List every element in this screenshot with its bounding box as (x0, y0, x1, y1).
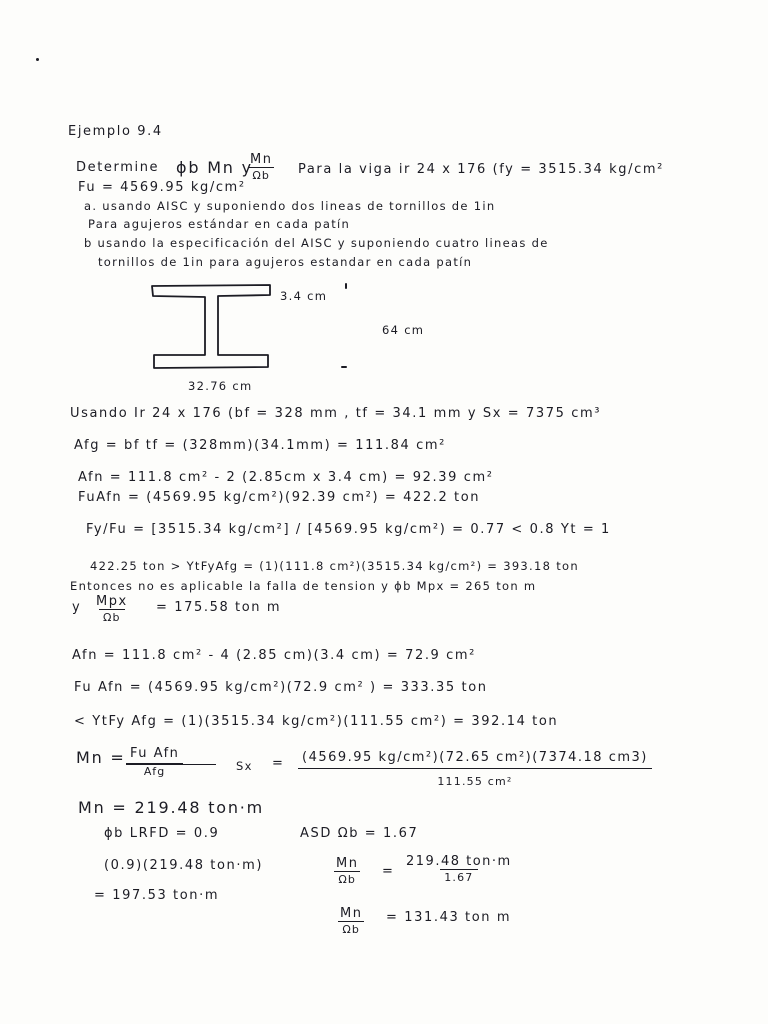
afn-four-lines: Afn = 111.8 cm² - 4 (2.85 cm)(3.4 cm) = 72.9 cm² (72, 648, 476, 663)
mn-lhs: Mn = (76, 748, 126, 767)
dimension-tick-bottom (341, 366, 347, 368)
fraction-denominator: Ωb (338, 921, 364, 936)
mn-equals: = (272, 756, 285, 771)
tension-comparison: 422.25 ton > YtFyAfg = (1)(111.8 cm²)(3515.34 kg/cm²) = 393.18 ton (90, 559, 579, 573)
statement-beam-spec: Para la viga ir 24 x 176 (fy = 3515.34 kg/cm² (298, 162, 664, 177)
mpx-over-omega (92, 594, 132, 624)
lrfd-calc: (0.9)(219.48 ton·m) (104, 858, 264, 873)
fraction-numerator: (4569.95 kg/cm²)(72.65 cm²)(7374.18 cm3) (298, 750, 652, 769)
statement-fu: Fu = 4569.95 kg/cm² (78, 180, 246, 195)
mn-result: Mn = 219.48 ton·m (78, 798, 265, 817)
fraction-denominator: Ωb (99, 609, 125, 624)
afg-calc: Afg = bf tf = (328mm)(34.1mm) = 111.84 cm² (74, 438, 446, 453)
statement-part-b-1: b usando la especificación del AISC y suponiendo cuatro lineas de (84, 236, 549, 250)
fuafn-over-afg (126, 746, 183, 778)
fraction-denominator: 1.67 (440, 869, 477, 884)
fraction-numerator: Mn (336, 856, 359, 871)
mpx-prefix: y (72, 600, 82, 615)
statement-part-a-2: Para agujeros estándar en cada patín (88, 217, 351, 231)
fraction-numerator: Fu Afn (126, 746, 183, 764)
fuafn-calc: FuAfn = (4569.95 kg/cm²)(92.39 cm²) = 422.2 ton (78, 490, 481, 505)
ytfy-afg-calc: < YtFy Afg = (1)(3515.34 kg/cm²)(111.55 cm²) = 392.14 ton (74, 714, 559, 729)
asd-final-mn-over-omega (336, 906, 366, 936)
afn-calc: Afn = 111.8 cm² - 2 (2.85cm x 3.4 cm) = 92.39 cm² (78, 470, 494, 485)
fuafn-four-lines: Fu Afn = (4569.95 kg/cm²)(72.9 cm² ) = 333.35 ton (74, 680, 488, 695)
fy-fu-ratio: Fy/Fu = [3515.34 kg/cm²] / [4569.95 kg/cm²) = 0.77 < 0.8 Yt = 1 (86, 522, 611, 537)
fraction-numerator: Mn (340, 906, 363, 921)
fraction-bar (126, 764, 216, 765)
i-beam-sketch (150, 282, 280, 372)
statement-phi-mn: ϕb Mn y (176, 158, 253, 177)
dim-width: 32.76 cm (188, 379, 253, 393)
statement-part-a-1: a. usando AISC y suponiendo dos lineas de tornillos de 1in (84, 199, 496, 213)
mpx-value: = 175.58 ton m (156, 600, 282, 615)
fraction-denominator: Ωb (334, 871, 360, 886)
fraction-numerator: Mpx (96, 594, 128, 609)
ink-dot (36, 58, 39, 61)
lrfd-result: = 197.53 ton·m (94, 888, 220, 903)
asd-factor: ASD Ωb = 1.67 (300, 826, 419, 841)
statement-determine: Determine (76, 160, 160, 175)
fraction-numerator: 219.48 ton·m (406, 854, 512, 869)
dimension-tick-top (345, 283, 347, 289)
statement-mn-over-omega (246, 152, 276, 182)
dim-depth: 64 cm (382, 323, 425, 337)
asd-final-value: = 131.43 ton m (386, 910, 512, 925)
asd-mn-over-omega (332, 856, 362, 886)
asd-calc-fraction (402, 854, 516, 884)
mn-numeric-fraction (298, 750, 652, 788)
section-properties: Usando Ir 24 x 176 (bf = 328 mm , tf = 34.1 mm y Sx = 7375 cm³ (70, 406, 602, 421)
fraction-numerator: Mn (250, 152, 273, 167)
asd-equals: = (382, 864, 395, 879)
example-title: Ejemplo 9.4 (68, 124, 163, 139)
dim-flange-thickness: 3.4 cm (280, 289, 328, 303)
fraction-denominator: Ωb (248, 167, 274, 182)
lrfd-factor: ϕb LRFD = 0.9 (104, 826, 220, 841)
fraction-denominator: 111.55 cm² (437, 775, 513, 788)
tension-conclusion: Entonces no es aplicable la falla de tension y ϕb Mpx = 265 ton m (70, 579, 537, 593)
mn-sx: Sx (236, 759, 253, 773)
fraction-denominator: Afg (143, 765, 166, 778)
statement-part-b-2: tornillos de 1in para agujeros estandar en cada patín (98, 255, 473, 269)
